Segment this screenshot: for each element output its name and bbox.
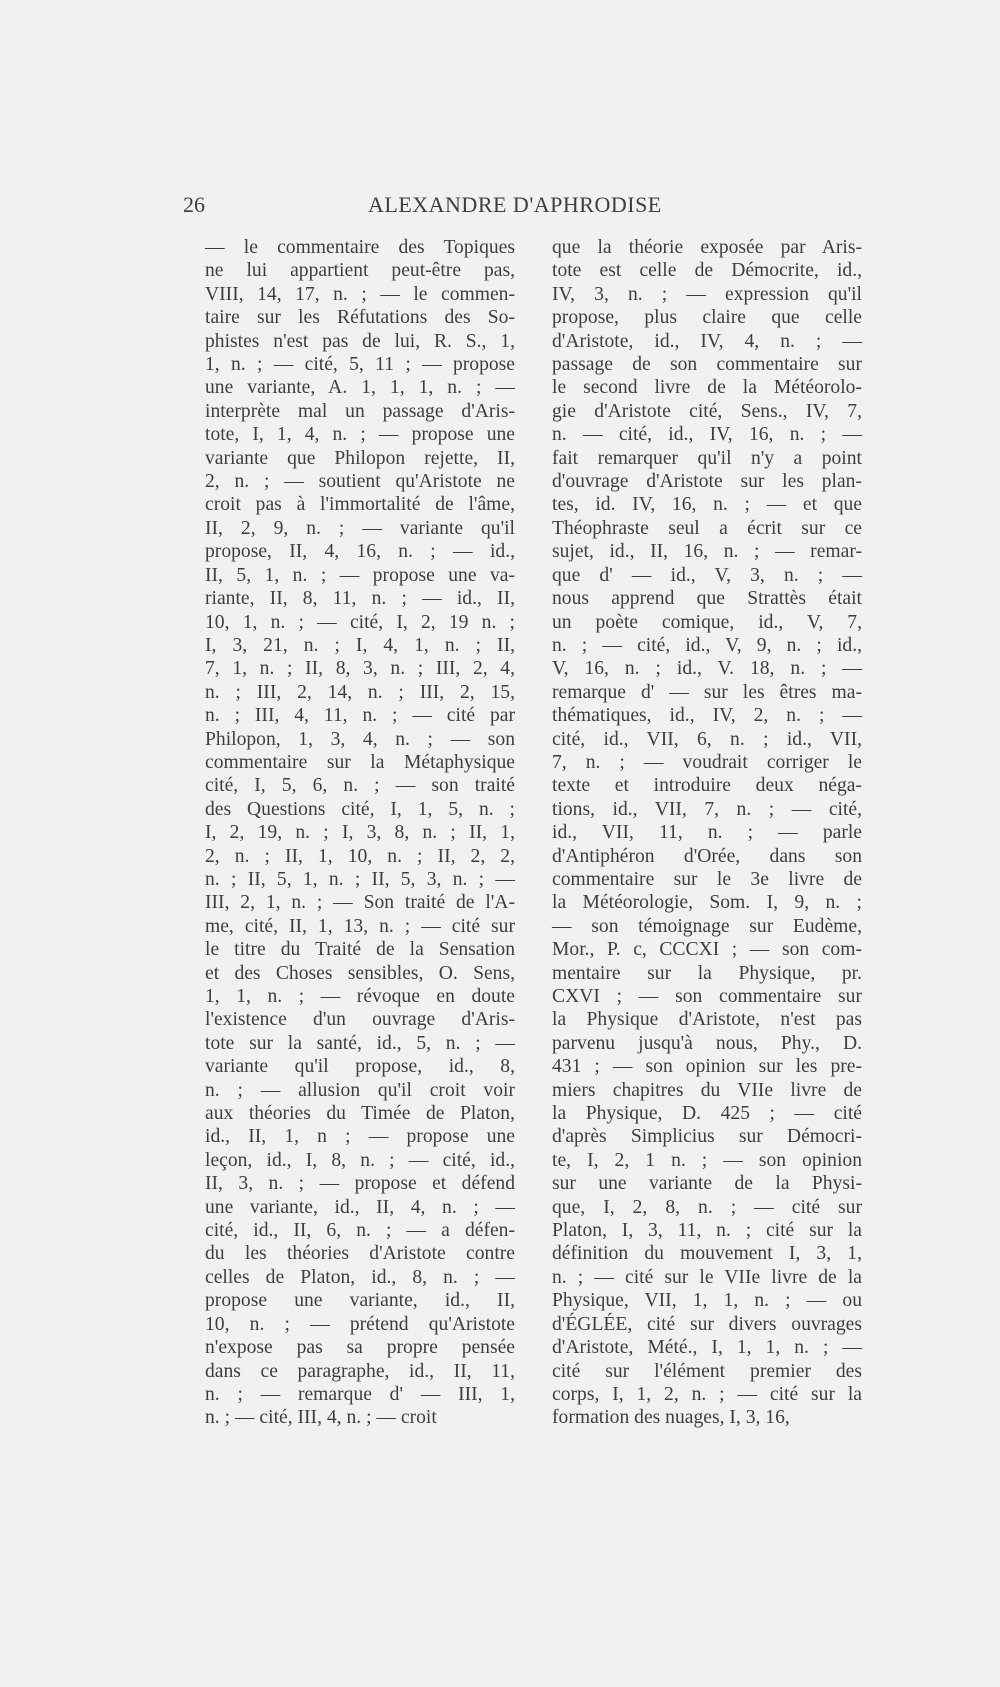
index-line: formation des nuages, I, 3, 16,: [552, 1407, 790, 1429]
index-line: que d' — id., V, 3, n. ; —: [552, 564, 862, 586]
index-line: la Météorologie, Som. I, 9, n. ;: [552, 892, 862, 914]
index-line: aux théories du Timée de Platon,: [205, 1103, 515, 1125]
index-line: me, cité, II, 1, 13, n. ; — cité sur: [205, 915, 515, 937]
index-line: 7, n. ; — voudrait corriger le: [552, 751, 862, 773]
index-line: le titre du Traité de la Sensation: [205, 939, 515, 961]
index-line: n. ; II, 5, 1, n. ; II, 5, 3, n. ; —: [205, 868, 515, 890]
index-line: mentaire sur la Physique, pr.: [552, 962, 862, 984]
index-line: sur une variante de la Physi-: [552, 1173, 862, 1195]
index-line: d'Aristote, Mété., I, 1, 1, n. ; —: [552, 1337, 862, 1359]
running-title: ALEXANDRE D'APHRODISE: [368, 192, 662, 217]
index-line: n. ; — cité, III, 4, n. ; — croit: [205, 1407, 437, 1429]
index-line: 10, 1, n. ; — cité, I, 2, 19 n. ;: [205, 611, 515, 633]
index-line: tote est celle de Démocrite, id.,: [552, 260, 862, 282]
index-line: dans ce paragraphe, id., II, 11,: [205, 1360, 515, 1382]
index-line: I, 2, 19, n. ; I, 3, 8, n. ; II, 1,: [205, 822, 515, 844]
index-line: cité, id., VII, 6, n. ; id., VII,: [552, 728, 862, 750]
index-line: commentaire sur la Métaphysique: [205, 751, 515, 773]
index-line: propose, II, 4, 16, n. ; — id.,: [205, 541, 515, 563]
left-column: [205, 236, 515, 1430]
index-line: passage de son commentaire sur: [552, 354, 862, 376]
index-line: fait remarquer qu'il n'y a point: [552, 447, 862, 469]
index-line: miers chapitres du VIIe livre de: [552, 1079, 862, 1101]
index-line: n. ; III, 4, 11, n. ; — cité par: [205, 705, 515, 727]
index-line: id., II, 1, n ; — propose une: [205, 1126, 515, 1148]
index-line: croit pas à l'immortalité de l'âme,: [205, 494, 515, 516]
index-line: commentaire sur le 3e livre de: [552, 868, 862, 890]
index-line: — le commentaire des Topiques: [205, 237, 515, 258]
index-line: cité sur l'élément premier des: [552, 1360, 862, 1382]
index-line: celles de Platon, id., 8, n. ; —: [205, 1266, 515, 1288]
index-line: d'ouvrage d'Aristote sur les plan-: [552, 471, 862, 493]
index-line: nous apprend que Strattès était: [552, 588, 862, 610]
index-line: la Physique, D. 425 ; — cité: [552, 1103, 862, 1125]
index-line: ne lui appartient peut-être pas,: [205, 260, 515, 282]
index-line: corps, I, 1, 2, n. ; — cité sur la: [552, 1383, 862, 1405]
running-header: [183, 190, 863, 220]
index-line: II, 5, 1, n. ; — propose une va-: [205, 564, 515, 586]
index-line: un poète comique, id., V, 7,: [552, 611, 862, 633]
index-line: 7, 1, n. ; II, 8, 3, n. ; III, 2, 4,: [205, 658, 515, 680]
index-line: leçon, id., I, 8, n. ; — cité, id.,: [205, 1149, 515, 1171]
index-line: cité, id., II, 6, n. ; — a défen-: [205, 1220, 515, 1242]
index-line: 1, n. ; — cité, 5, 11 ; — propose: [205, 354, 515, 376]
index-line: sujet, id., II, 16, n. ; — remar-: [552, 541, 862, 563]
index-line: tes, id. IV, 16, n. ; — et que: [552, 494, 862, 516]
index-line: Platon, I, 3, 11, n. ; cité sur la: [552, 1220, 862, 1242]
index-line: Mor., P. c, CCCXI ; — son com-: [552, 939, 862, 961]
index-line: III, 2, 1, n. ; — Son traité de l'A-: [205, 892, 515, 914]
index-line: remarque d' — sur les êtres ma-: [552, 681, 862, 703]
index-line: IV, 3, n. ; — expression qu'il: [552, 283, 862, 305]
index-line: variante que Philopon rejette, II,: [205, 447, 515, 469]
index-line: interprète mal un passage d'Aris-: [205, 400, 515, 422]
index-line: V, 16, n. ; id., V. 18, n. ; —: [552, 658, 862, 680]
index-line: thématiques, id., IV, 2, n. ; —: [552, 705, 862, 727]
index-line: Physique, VII, 1, 1, n. ; — ou: [552, 1290, 862, 1312]
index-line: tions, id., VII, 7, n. ; — cité,: [552, 798, 862, 820]
index-line: Théophraste seul a écrit sur ce: [552, 517, 862, 539]
index-line: II, 3, n. ; — propose et défend: [205, 1173, 515, 1195]
index-line: — son témoignage sur Eudème,: [552, 915, 862, 937]
index-line: une variante, A. 1, 1, 1, n. ; —: [205, 377, 515, 399]
index-line: parvenu jusqu'à nous, Phy., D.: [552, 1032, 862, 1054]
index-line: que la théorie exposée par Aris-: [552, 237, 862, 258]
index-line: 431 ; — son opinion sur les pre-: [552, 1056, 862, 1078]
index-line: propose, plus claire que celle: [552, 307, 862, 329]
index-line: variante qu'il propose, id., 8,: [205, 1056, 515, 1078]
index-line: une variante, id., II, 4, n. ; —: [205, 1196, 515, 1218]
index-line: CXVI ; — son commentaire sur: [552, 986, 862, 1007]
index-line: n. ; — cité, id., V, 9, n. ; id.,: [552, 634, 862, 656]
index-line: Philopon, 1, 3, 4, n. ; — son: [205, 728, 515, 750]
index-line: n. — cité, id., IV, 16, n. ; —: [552, 424, 862, 446]
index-line: d'après Simplicius sur Démocri-: [552, 1126, 862, 1148]
index-line: l'existence d'un ouvrage d'Aris-: [205, 1009, 515, 1031]
index-line: et des Choses sensibles, O. Sens,: [205, 962, 515, 984]
index-line: propose une variante, id., II,: [205, 1290, 515, 1312]
index-line: te, I, 2, 1 n. ; — son opinion: [552, 1149, 862, 1171]
index-line: VIII, 14, 17, n. ; — le commen-: [205, 283, 515, 305]
index-line: tote sur la santé, id., 5, n. ; —: [205, 1032, 515, 1054]
index-line: riante, II, 8, 11, n. ; — id., II,: [205, 588, 515, 610]
index-line: n. ; — allusion qu'il croit voir: [205, 1079, 515, 1101]
page-number: 26: [183, 192, 205, 217]
index-line: texte et introduire deux néga-: [552, 775, 862, 797]
index-line: du les théories d'Aristote contre: [205, 1243, 515, 1265]
index-line: II, 2, 9, n. ; — variante qu'il: [205, 517, 515, 539]
index-line: cité, I, 5, 6, n. ; — son traité: [205, 775, 515, 797]
index-line: 10, n. ; — prétend qu'Aristote: [205, 1313, 515, 1335]
index-line: n. ; — cité sur le VIIe livre de la: [552, 1266, 862, 1288]
index-line: 2, n. ; — soutient qu'Aristote ne: [205, 471, 515, 493]
index-line: définition du mouvement I, 3, 1,: [552, 1243, 862, 1265]
index-line: n. ; III, 2, 14, n. ; III, 2, 15,: [205, 681, 515, 703]
index-line: id., VII, 11, n. ; — parle: [552, 822, 862, 844]
index-line: des Questions cité, I, 1, 5, n. ;: [205, 798, 515, 820]
index-line: d'ÉGLÉE, cité sur divers ouvrages: [552, 1313, 862, 1335]
index-line: taire sur les Réfutations des So-: [205, 307, 515, 329]
index-line: phistes n'est pas de lui, R. S., 1,: [205, 330, 515, 352]
index-line: n'expose pas sa propre pensée: [205, 1337, 515, 1359]
index-line: I, 3, 21, n. ; I, 4, 1, n. ; II,: [205, 634, 515, 656]
index-line: tote, I, 1, 4, n. ; — propose une: [205, 424, 515, 446]
index-line: n. ; — remarque d' — III, 1,: [205, 1383, 515, 1405]
index-line: gie d'Aristote cité, Sens., IV, 7,: [552, 400, 862, 422]
index-line: 2, n. ; II, 1, 10, n. ; II, 2, 2,: [205, 845, 515, 867]
right-column: [552, 236, 862, 1430]
index-line: d'Aristote, id., IV, 4, n. ; —: [552, 330, 862, 352]
index-line: que, I, 2, 8, n. ; — cité sur: [552, 1196, 862, 1218]
index-line: 1, 1, n. ; — révoque en doute: [205, 986, 515, 1007]
index-line: le second livre de la Météorolo-: [552, 377, 862, 399]
index-line: la Physique d'Aristote, n'est pas: [552, 1009, 862, 1031]
index-line: d'Antiphéron d'Orée, dans son: [552, 845, 862, 867]
